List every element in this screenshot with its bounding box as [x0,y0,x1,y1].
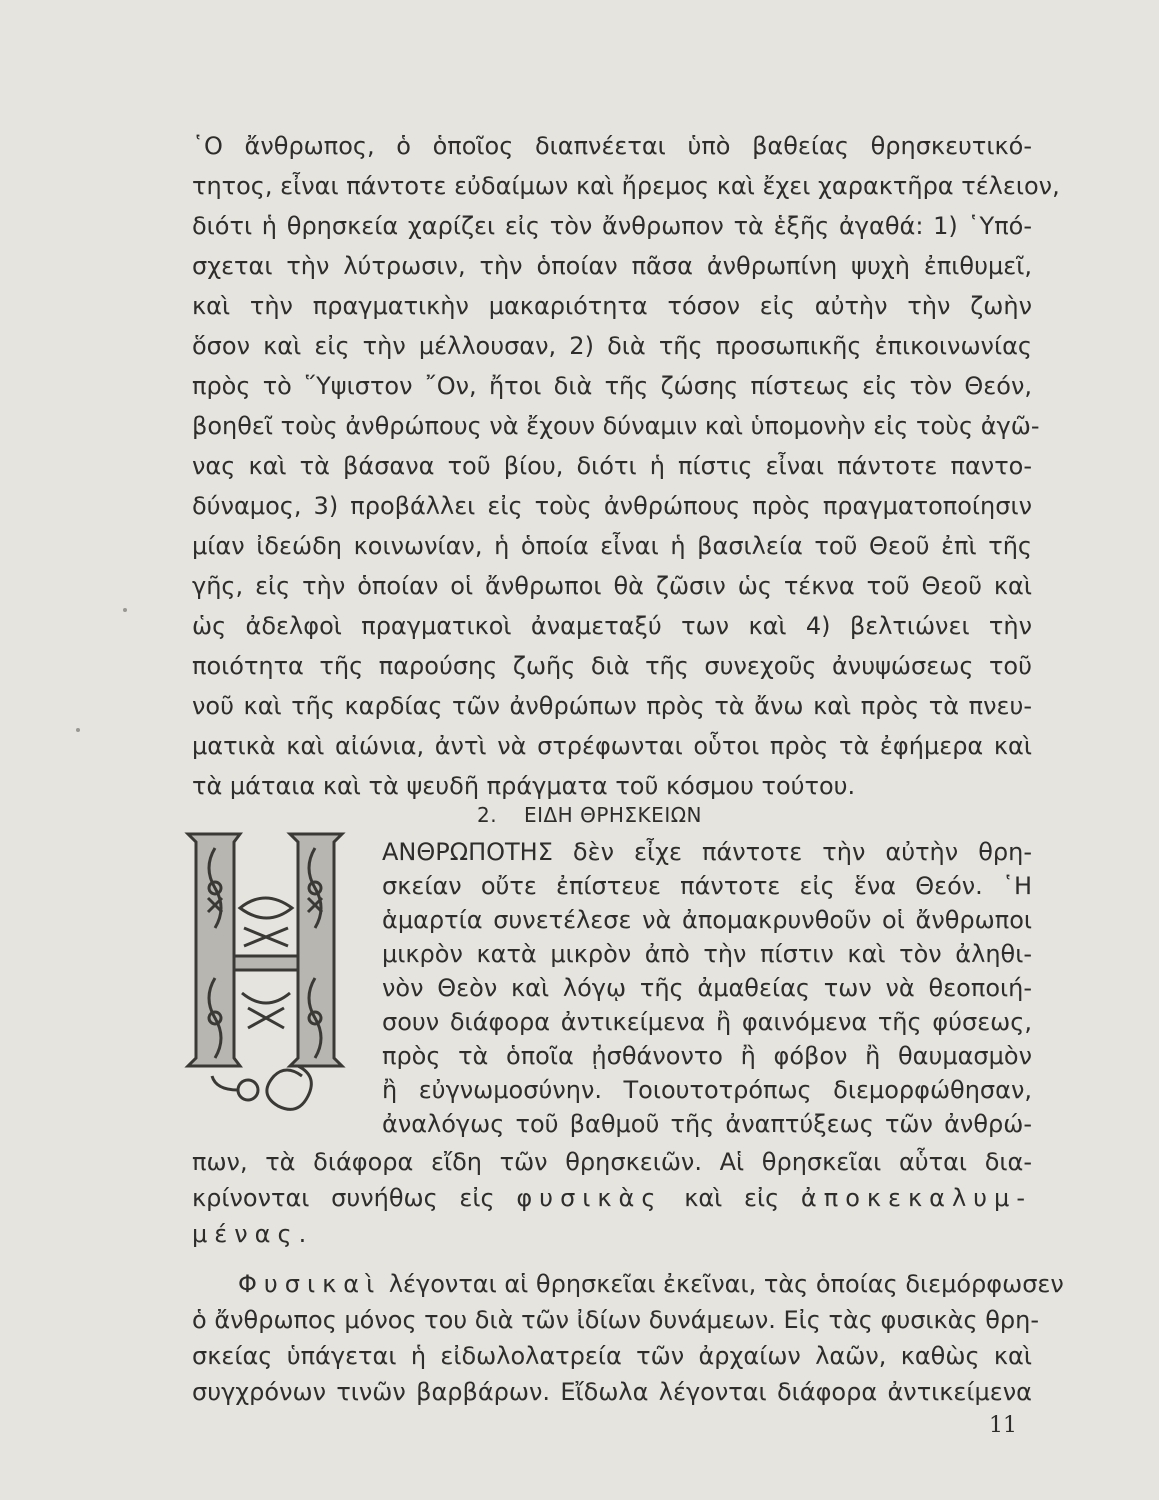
section-heading [0,803,1159,827]
text-line: νοῦ καὶ τῆς καρδίας τῶν ἀνθρώπων πρὸς τὰ ἄνω καὶ πρὸς τὰ πνευ- [192,692,1032,720]
paper-speck [76,728,80,732]
text-line: βοηθεῖ τοὺς ἀνθρώπους νὰ ἔχουν δύναμιν καὶ ὑπομονὴν εἰς τοὺς ἀγῶ- [192,412,1040,440]
text-line [192,1220,1032,1248]
text-line: ἁμαρτία συνετέλεσε νὰ ἀπομακρυνθοῦν οἱ ἄνθρωποι [382,906,1032,934]
text-line: ὡς ἀδελφοὶ πραγματικοὶ ἀναμεταξύ των καὶ 4) βελτιώνει τὴν [192,612,1032,640]
text-line: γῆς, εἰς τὴν ὁποίαν οἱ ἄνθρωποι θὰ ζῶσιν ὡς τέκνα τοῦ Θεοῦ καὶ [192,572,1032,600]
drop-cap-eta-icon [178,828,378,1128]
text-line: σουν διάφορα ἀντικείμενα ἢ φαινόμενα τῆς φύσεως, [382,1008,1032,1036]
page-number: 11 [989,1413,1017,1438]
text-line: καὶ τὴν πραγματικὴν μακαριότητα τόσον εἰς αὐτὴν τὴν ζωὴν [192,292,1032,320]
text-line: τητος, εἶναι πάντοτε εὐδαίμων καὶ ἤρεμος καὶ ἔχει χαρακτῆρα τέλειον, [192,172,1060,200]
text-line: μίαν ἰδεώδη κοινωνίαν, ἡ ὁποία εἶναι ἡ βασιλεία τοῦ Θεοῦ ἐπὶ τῆς [192,532,1032,560]
text-line: σκείας ὑπάγεται ἡ εἰδωλολατρεία τῶν ἀρχαίων λαῶν, καθὼς καὶ [192,1342,1032,1370]
paper-speck [123,608,127,612]
text-line: ἢ εὐγνωμοσύνην. Τοιουτοτρόπως διεμορφώθησαν, [382,1076,1032,1104]
text-line [192,1270,1064,1298]
text-line: σκείαν οὔτε ἐπίστευε πάντοτε εἰς ἕνα Θεόν. ῾Η [382,872,1032,900]
text-line: δύναμος, 3) προβάλλει εἰς τοὺς ἀνθρώπους πρὸς πραγματοποίησιν [192,492,1032,520]
text-line: μικρὸν κατὰ μικρὸν ἀπὸ τὴν πίστιν καὶ τὸν ἀληθι- [382,940,1032,968]
text-line: συγχρόνων τινῶν βαρβάρων. Εἴδωλα λέγονται διάφορα ἀντικείμενα [192,1378,1032,1406]
ornamental-drop-cap [178,828,378,1128]
text-line: τὰ μάταια καὶ τὰ ψευδῆ πράγματα τοῦ κόσμου τούτου. [192,772,856,800]
text-line: ματικὰ καὶ αἰώνια, ἀντὶ νὰ στρέφωνται οὗτοι πρὸς τὰ ἐφήμερα καὶ [192,732,1032,760]
text-line [192,1184,1032,1212]
term-natural: φυσικὰς [516,1184,663,1212]
term-revealed-end: μένας [192,1220,299,1248]
text-line: διότι ἡ θρησκεία χαρίζει εἰς τὸν ἄνθρωπον τὰ ἑξῆς ἀγαθά: 1) ῾Υπό- [192,212,1032,240]
text-line: πρὸς τὰ ὁποῖα ᾐσθάνοντο ἢ φόβον ἢ θαυμασμὸν [382,1042,1032,1070]
text-line: ΑΝΘΡΩΠΟΤΗΣ δὲν εἶχε πάντοτε τὴν αὐτὴν θρη- [382,838,1032,866]
text-line: νὸν Θεὸν καὶ λόγῳ τῆς ἀμαθείας των νὰ θεοποιή- [382,974,1032,1002]
text-line: πρὸς τὸ ῞Υψιστον ῎Ον, ἤτοι διὰ τῆς ζώσης πίστεως εἰς τὸν Θεόν, [192,372,1032,400]
section-title: ΕΙΔΗ ΘΡΗΣΚΕΙΩΝ [523,803,702,827]
text-line: σχεται τὴν λύτρωσιν, τὴν ὁποίαν πᾶσα ἀνθρωπίνη ψυχὴ ἐπιθυμεῖ, [192,252,1032,280]
text-line: ὁ ἄνθρωπος μόνος του διὰ τῶν ἰδίων δυνάμεων. Εἰς τὰς φυσικὰς θρη- [192,1306,1040,1334]
text-line: ὅσον καὶ εἰς τὴν μέλλουσαν, 2) διὰ τῆς προσωπικῆς ἐπικοινωνίας [192,332,1032,360]
text-span: καὶ εἰς [684,1184,780,1212]
text-line: ἀναλόγως τοῦ βαθμοῦ τῆς ἀναπτύξεως τῶν ἀνθρώ- [382,1110,1032,1138]
text-span: λέγονται αἱ θρησκεῖαι ἐκεῖναι, τὰς ὁποίας διεμόρφωσεν [388,1270,1064,1298]
text-span: κρίνονται συνήθως εἰς [192,1184,495,1212]
term-natural-heading: Φυσικαὶ [238,1270,382,1298]
text-line: ποιότητα τῆς παρούσης ζωῆς διὰ τῆς συνεχοῦς ἀνυψώσεως τοῦ [192,652,1032,680]
term-revealed: ἀποκεκαλυμ- [800,1184,1032,1212]
text-line: νας καὶ τὰ βάσανα τοῦ βίου, διότι ἡ πίστις εἶναι πάντοτε παντο- [192,452,1032,480]
text-span: . [298,1220,307,1248]
text-line: πων, τὰ διάφορα εἴδη τῶν θρησκειῶν. Αἱ θρησκεῖαι αὗται δια- [192,1148,1032,1176]
text-line: ῾Ο ἄνθρωπος, ὁ ὁποῖος διαπνέεται ὑπὸ βαθείας θρησκευτικό- [192,132,1032,160]
section-number: 2. [477,803,498,827]
